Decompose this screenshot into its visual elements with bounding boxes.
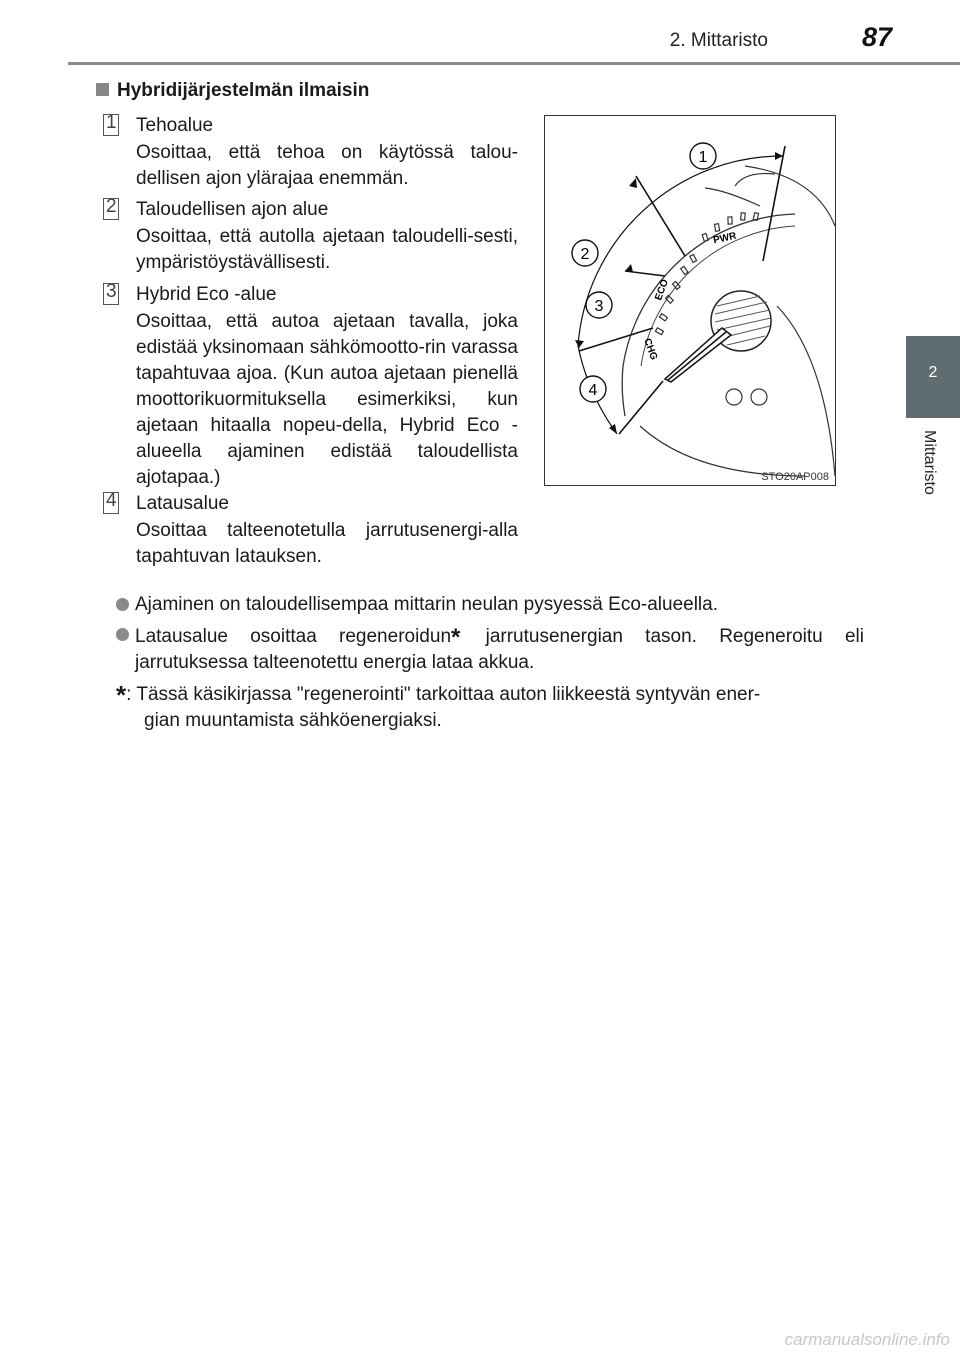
chapter-tab: [906, 336, 960, 418]
chapter-heading: 2. Mittaristo: [669, 30, 768, 51]
gauge-label-pwr: PWR: [712, 230, 738, 247]
footnote-text: : Tässä käsikirjassa "regenerointi" tarkoittaa auton liikkeestä syntyvän ener-: [126, 684, 761, 705]
item-description: Osoittaa, että tehoa on käytössä talou-dellisen ajon ylärajaa enemmän.: [136, 142, 518, 189]
gauge-illustration: [544, 115, 836, 486]
item-title: Taloudellisen ajon alue: [136, 199, 329, 220]
bullet-item: [116, 622, 864, 676]
footnote: [116, 682, 864, 734]
list-item: [106, 112, 518, 192]
gauge-label-eco: ECO: [653, 277, 671, 303]
item-title: Latausalue: [136, 493, 229, 514]
figure-code: STO20AP008: [761, 471, 829, 483]
bullet-dot-icon: [116, 628, 129, 641]
callout-3-number: 3: [594, 298, 604, 315]
watermark: carmanualsonline.info: [784, 1330, 950, 1349]
chapter-tab-number: 2: [928, 364, 938, 381]
callout-4-number: 4: [588, 382, 598, 399]
item-number: 1: [106, 112, 117, 133]
item-description: Osoittaa, että autoa ajetaan tavalla, joka edistää yksinomaan sähkömootto-rin varassa tapahtuvaa ajoa. (Kun autoa ajetaan pienellä moottorikuormituksella esimerkiksi, kun ajetaan hitaalla nopeu-della, Hybrid Eco -alueella ajaminen edistää taloudellista ajotapaa.): [136, 311, 518, 488]
callout-1-number: 1: [698, 149, 708, 166]
square-bullet-icon: [96, 83, 109, 96]
footnote-continuation: gian muuntamista sähköenergiaksi.: [144, 710, 442, 731]
section-heading: [96, 80, 369, 102]
footnote-marker: *: [451, 624, 461, 651]
bullet-dot-icon: [116, 598, 129, 611]
footnote-star: *: [116, 680, 127, 710]
item-title: Tehoalue: [136, 115, 214, 136]
bullet-item: [116, 592, 864, 618]
bullet-text: [135, 622, 864, 676]
bullet-text-after: jarrutusenergian tason. Regeneroitu eli jarrutuksessa talteenotettu energia lataa akkua.: [135, 626, 864, 673]
list-item: [106, 281, 518, 491]
item-number: 4: [106, 490, 117, 511]
callout-3: [586, 292, 612, 318]
item-description: Osoittaa talteenotetulla jarrutusenergi-alla tapahtuvan latauksen.: [136, 520, 518, 567]
header-divider: [68, 62, 960, 65]
item-number: 2: [106, 196, 117, 217]
list-item: [106, 196, 518, 276]
item-number: 3: [106, 281, 117, 302]
gauge-label-chg: CHG: [641, 336, 660, 362]
callout-2: [572, 240, 598, 266]
chapter-tab-label: Mittaristo: [921, 430, 938, 495]
list-item: [106, 490, 518, 570]
page-number: 87: [861, 22, 892, 52]
bullet-text: Ajaminen on taloudellisempaa mittarin neulan pysyessä Eco-alueella.: [135, 594, 718, 615]
callout-1: [690, 143, 716, 169]
item-title: Hybrid Eco -alue: [136, 284, 277, 305]
section-title: Hybridijärjestelmän ilmaisin: [117, 80, 370, 101]
gauge-drawing: [545, 116, 835, 485]
bullet-text-before: Latausalue osoittaa regeneroidun: [135, 626, 452, 647]
chapter-tab-label-box: [906, 418, 960, 512]
item-description: Osoittaa, että autolla ajetaan taloudelli-sesti, ympäristöystävällisesti.: [136, 226, 518, 273]
callout-4: [580, 376, 606, 402]
callout-2-number: 2: [580, 246, 590, 263]
